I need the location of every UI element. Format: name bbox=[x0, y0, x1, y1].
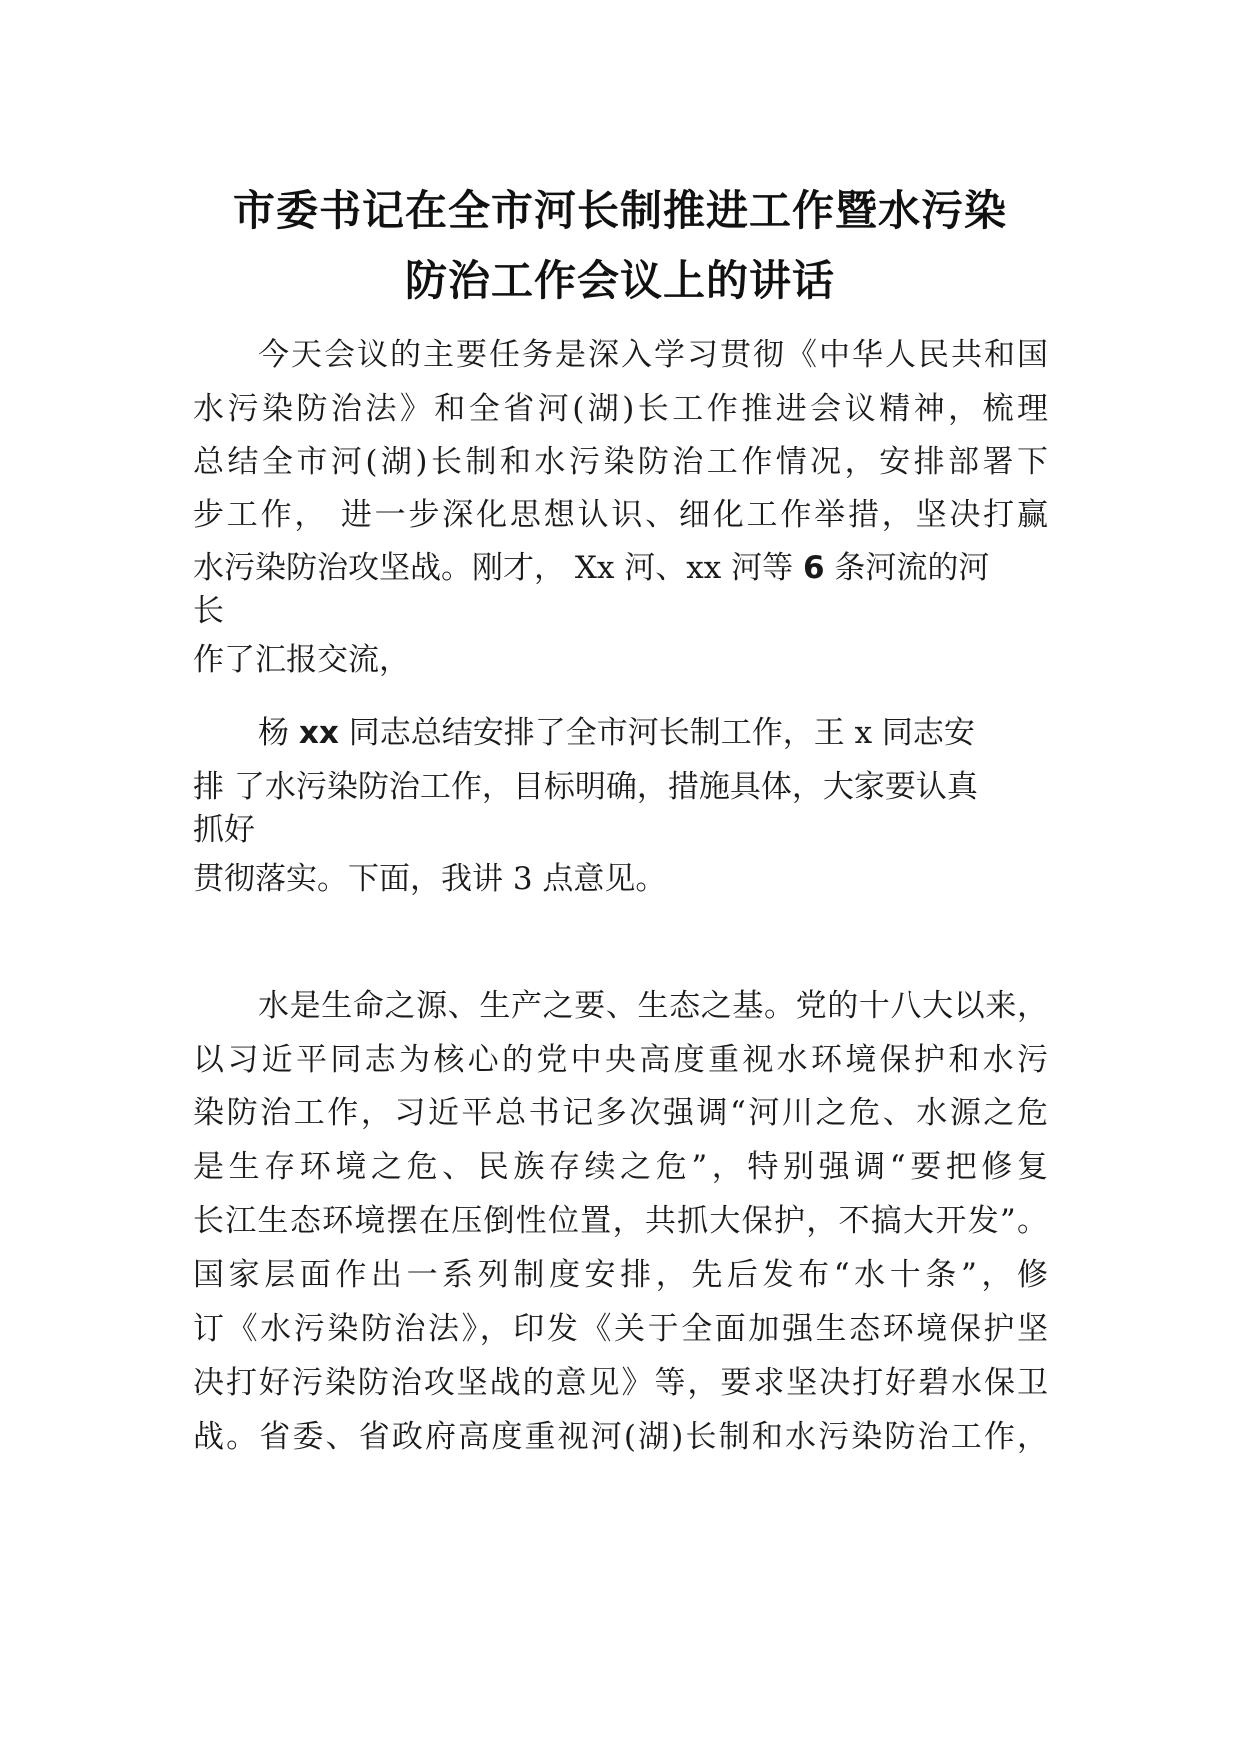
paragraph-1-line-6: 长 bbox=[193, 593, 224, 629]
paragraph-3-line-5: 长江生态环境摆在压倒性位置，共抓大保护，不搞大开发”。 bbox=[193, 1203, 1048, 1239]
paragraph-2-line-1-bold: xx bbox=[298, 715, 339, 751]
paragraph-1-line-5 bbox=[193, 550, 990, 586]
paragraph-1-line-5-part-c: 条河流的河 bbox=[824, 550, 990, 586]
document-title-line-1: 市委书记在全市河长制推进工作暨水污染 bbox=[232, 186, 1007, 235]
paragraph-3-line-9: 战。省委、省政府高度重视河(湖)长制和水污染防治工作， bbox=[193, 1419, 1048, 1455]
paragraph-2-line-4: 贯彻落实。下面，我讲 3 点意见。 bbox=[193, 861, 667, 897]
paragraph-1-line-7: 作了汇报交流， bbox=[193, 642, 410, 678]
paragraph-1-line-5-part-a: 水污染防治攻坚战。刚才， Xx 河、xx 河等 bbox=[193, 550, 803, 586]
paragraph-1-line-1: 今天会议的主要任务是深入学习贯彻《中华人民共和国 bbox=[258, 337, 1048, 373]
paragraph-2-line-2: 排 了水污染防治工作，目标明确，措施具体，大家要认真 bbox=[193, 769, 978, 805]
paragraph-2-line-1 bbox=[258, 715, 975, 751]
paragraph-1-line-5-number: 6 bbox=[802, 550, 825, 586]
paragraph-1-line-3: 总结全市河(湖)长制和水污染防治工作情况，安排部署下 bbox=[193, 444, 1048, 480]
paragraph-2-line-1-part-c: 同志总结安排了全市河长制工作，王 x 同志安 bbox=[338, 715, 975, 751]
document-title-line-2: 防治工作会议上的讲话 bbox=[404, 256, 835, 305]
paragraph-3-line-2: 以习近平同志为核心的党中央高度重视水环境保护和水污 bbox=[193, 1042, 1048, 1078]
paragraph-2-line-1-part-a: 杨 bbox=[258, 715, 299, 751]
paragraph-3-line-8: 决打好污染防治攻坚战的意见》等，要求坚决打好碧水保卫 bbox=[193, 1365, 1048, 1401]
paragraph-3-line-3: 染防治工作，习近平总书记多次强调“河川之危、水源之危 bbox=[193, 1095, 1048, 1131]
paragraph-2-line-3: 抓好 bbox=[193, 812, 255, 848]
paragraph-1-line-4: 步工作， 进一步深化思想认识、细化工作举措，坚决打赢 bbox=[193, 497, 1048, 533]
paragraph-3-line-7: 订《水污染防治法》，印发《关于全面加强生态环境保护坚 bbox=[193, 1311, 1048, 1347]
paragraph-3-line-1: 水是生命之源、生产之要、生态之基。党的十八大以来， bbox=[258, 988, 1048, 1024]
paragraph-1-line-2: 水污染防治法》和全省河(湖)长工作推进会议精神，梳理 bbox=[193, 391, 1048, 427]
paragraph-3-line-4: 是生存环境之危、民族存续之危”，特别强调“要把修复 bbox=[193, 1149, 1048, 1185]
paragraph-3-line-6: 国家层面作出一系列制度安排，先后发布“水十条”，修 bbox=[193, 1257, 1048, 1293]
